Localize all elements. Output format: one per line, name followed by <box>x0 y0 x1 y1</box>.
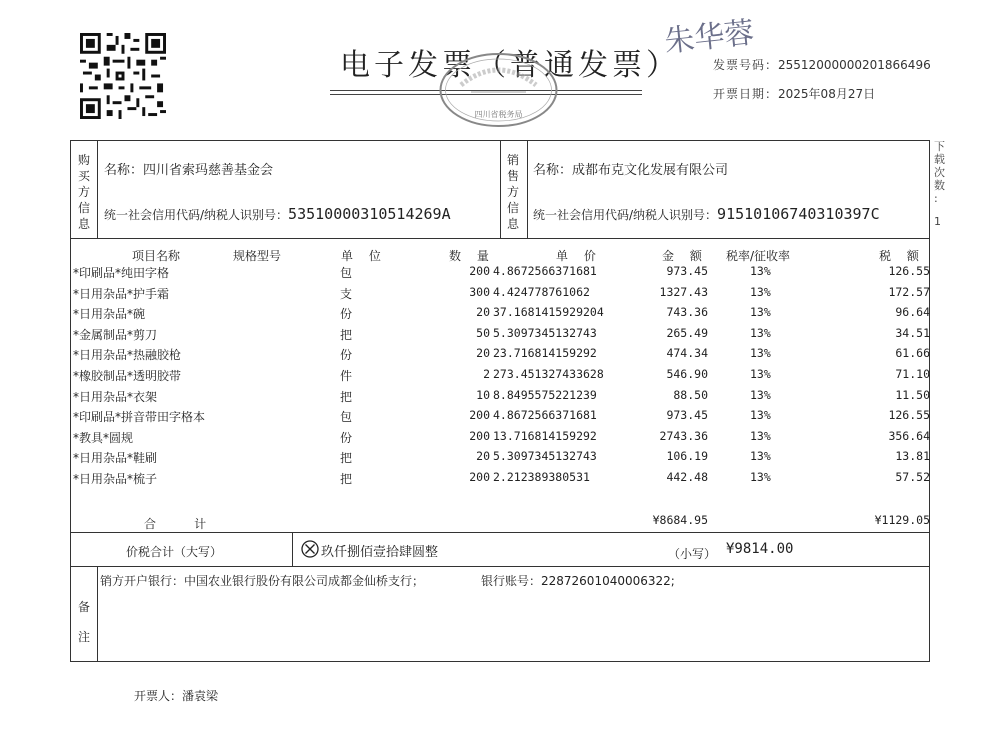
issuer-label: 开票人： <box>134 689 183 703</box>
item-name: *印刷品*拼音带田字格本 <box>73 410 206 425</box>
item-amount: 265.49 <box>666 325 708 340</box>
issuer-row <box>134 687 218 704</box>
item-rate: 13% <box>750 387 771 402</box>
item-qty: 20 <box>476 305 490 320</box>
item-amount: 2743.36 <box>659 428 708 443</box>
remarks-bank: 销方开户银行：中国农业银行股份有限公司成都金仙桥支行； <box>100 574 425 588</box>
grand-total-label: 价税合计（大写） <box>126 545 223 559</box>
buyer-taxid-label: 统一社会信用代码/纳税人识别号： <box>104 208 289 222</box>
item-amount: 1327.43 <box>659 284 708 299</box>
label-char: 方 <box>77 185 90 199</box>
item-tax: 13.81 <box>895 449 930 464</box>
invoice-date: 2025年08月27日 <box>778 87 876 101</box>
item-qty: 50 <box>476 325 490 340</box>
item-tax: 126.55 <box>888 408 930 423</box>
grand-total-capital: 玖仟捌佰壹拾肆圆整 <box>321 545 439 560</box>
seller-name: 成都布克文化发展有限公司 <box>572 163 729 178</box>
cross-circle-icon <box>301 540 319 558</box>
label-char: 买 <box>77 169 90 183</box>
item-qty: 200 <box>469 264 490 278</box>
item-name: *日用杂品*热融胶枪 <box>73 348 182 363</box>
item-rate: 13% <box>750 284 771 299</box>
remarks-label <box>77 592 91 652</box>
item-unit: 包 <box>340 410 353 425</box>
item-tax: 96.64 <box>895 305 930 320</box>
item-price: 5.3097345132743 <box>493 325 597 340</box>
total-amount: ¥8684.95 <box>652 513 708 527</box>
side-note-char: 下 <box>934 140 945 153</box>
item-amount: 973.45 <box>666 408 708 423</box>
seal-text: 四川省税务局 <box>474 110 523 119</box>
item-name: *教具*圆规 <box>73 430 134 445</box>
handwritten-signature: 朱华蓉 <box>662 15 756 60</box>
party-divider <box>70 238 930 239</box>
item-name: *日用杂品*护手霜 <box>73 286 170 301</box>
side-note-char: 数 <box>934 179 945 192</box>
item-price: 23.716814159292 <box>493 346 597 361</box>
tax-seal <box>436 50 561 130</box>
seller-name-row <box>533 159 728 178</box>
issuer-name: 潘袁梁 <box>182 689 219 703</box>
buyer-label-divider <box>97 140 98 238</box>
side-note-char: 1 <box>934 215 941 228</box>
item-unit: 支 <box>340 286 353 301</box>
download-count-note <box>934 140 946 228</box>
seller-taxid-row <box>533 205 880 223</box>
invoice-date-label: 开票日期： <box>713 87 779 101</box>
label-char: 备 <box>77 600 90 614</box>
item-name: *日用杂品*衣架 <box>73 389 158 404</box>
item-unit: 份 <box>340 348 353 363</box>
item-price: 5.3097345132743 <box>493 449 597 464</box>
invoice-number: 25512000000201866496 <box>778 58 931 72</box>
label-char: 息 <box>506 217 519 231</box>
item-qty: 200 <box>469 408 490 423</box>
item-unit: 份 <box>340 307 353 322</box>
invoice-number-label: 发票号码： <box>713 58 779 72</box>
item-rate: 13% <box>750 408 771 423</box>
grand-total-top-line <box>70 532 930 533</box>
item-qty: 300 <box>469 284 490 299</box>
side-note-char: 次 <box>934 166 945 179</box>
side-note-char: 载 <box>934 153 945 166</box>
label-char: 售 <box>506 169 519 183</box>
buyer-name: 四川省索玛慈善基金会 <box>143 163 274 178</box>
item-name: *橡胶制品*透明胶带 <box>73 369 182 383</box>
item-tax: 356.64 <box>888 428 930 443</box>
item-name: *日用杂品*鞋刷 <box>73 451 158 466</box>
item-name: *日用杂品*碗 <box>73 307 146 322</box>
seller-taxid: 91510106740310397C <box>717 205 880 223</box>
item-rate: 13% <box>750 346 771 361</box>
header-tax: 税 额 <box>879 249 925 263</box>
item-qty: 20 <box>476 346 490 361</box>
item-price: 4.8672566371681 <box>493 264 597 278</box>
item-price: 4.8672566371681 <box>493 408 597 423</box>
item-amount: 973.45 <box>666 264 708 278</box>
label-char: 购 <box>77 153 90 167</box>
label-char: 注 <box>77 630 90 644</box>
item-price: 8.8495575221239 <box>493 387 597 402</box>
item-tax: 172.57 <box>888 284 930 299</box>
label-char: 方 <box>506 185 519 199</box>
item-unit: 包 <box>340 266 353 280</box>
invoice-date-row <box>713 85 875 102</box>
invoice-title: 电子发票（普通发票） <box>340 48 680 83</box>
item-tax: 34.51 <box>895 325 930 340</box>
seller-taxid-label: 统一社会信用代码/纳税人识别号： <box>533 208 718 222</box>
item-amount: 474.34 <box>666 346 708 361</box>
header-spec: 规格型号 <box>233 249 282 263</box>
item-unit: 把 <box>340 389 353 404</box>
item-unit: 把 <box>340 472 353 486</box>
buyer-taxid: 53510000310514269A <box>288 205 451 223</box>
header-price: 单 价 <box>556 249 602 263</box>
item-tax: 57.52 <box>895 470 930 484</box>
side-note-char: : <box>934 192 938 205</box>
item-qty: 200 <box>469 470 490 484</box>
item-amount: 106.19 <box>666 449 708 464</box>
grand-total-divider <box>292 532 293 566</box>
item-unit: 把 <box>340 327 353 342</box>
item-qty: 2 <box>483 367 490 381</box>
header-qty: 数 量 <box>449 249 495 263</box>
item-qty: 10 <box>476 387 490 402</box>
item-unit: 件 <box>340 369 353 383</box>
item-rate: 13% <box>750 305 771 320</box>
item-amount: 442.48 <box>666 470 708 484</box>
item-name: *金属制品*剪刀 <box>73 327 158 342</box>
item-qty: 200 <box>469 428 490 443</box>
seller-name-label: 名称： <box>533 163 573 178</box>
buyer-name-row <box>104 159 273 178</box>
item-unit: 把 <box>340 451 353 466</box>
item-amount: 743.36 <box>666 305 708 320</box>
item-tax: 126.55 <box>888 264 930 278</box>
label-char: 信 <box>506 201 519 215</box>
item-price: 2.212389380531 <box>493 470 590 484</box>
item-price: 273.451327433628 <box>493 367 604 381</box>
qr-code <box>80 33 166 119</box>
item-rate: 13% <box>750 428 771 443</box>
item-rate: 13% <box>750 264 771 278</box>
item-rate: 13% <box>750 325 771 340</box>
item-rate: 13% <box>750 470 771 484</box>
header-tax-rate: 税率/征收率 <box>726 249 791 263</box>
item-tax: 71.10 <box>895 367 930 381</box>
header-unit: 单 位 <box>341 249 387 263</box>
grand-total-small: ¥9814.00 <box>726 541 794 557</box>
label-char: 息 <box>77 217 90 231</box>
invoice-number-row <box>713 56 931 73</box>
item-price: 37.1681415929204 <box>493 305 604 320</box>
item-qty: 20 <box>476 449 490 464</box>
item-unit: 份 <box>340 430 353 445</box>
header-item-name: 项目名称 <box>132 249 181 263</box>
grand-total-bottom-line <box>70 566 930 567</box>
total-tax: ¥1129.05 <box>874 513 930 527</box>
label-char: 信 <box>77 201 90 215</box>
label-char: 销 <box>506 153 519 167</box>
buyer-name-label: 名称： <box>104 163 144 178</box>
item-price: 4.424778761062 <box>493 284 590 299</box>
item-amount: 88.50 <box>673 387 708 402</box>
party-middle-divider <box>500 140 501 238</box>
total-label: 合 计 <box>144 517 207 531</box>
buyer-taxid-row <box>104 205 451 223</box>
seller-label-divider <box>527 140 528 238</box>
remarks-account: 银行账号：22872601040006322; <box>481 574 675 588</box>
grand-total-small-label: （小写） <box>668 547 717 561</box>
item-tax: 11.50 <box>895 387 930 402</box>
item-rate: 13% <box>750 367 771 381</box>
item-price: 13.716814159292 <box>493 428 597 443</box>
remarks-divider <box>97 566 98 662</box>
seller-section-label <box>506 152 520 232</box>
item-name: *印刷品*纯田字格 <box>73 266 170 280</box>
item-tax: 61.66 <box>895 346 930 361</box>
buyer-section-label <box>77 152 91 232</box>
item-amount: 546.90 <box>666 367 708 381</box>
header-amount: 金 额 <box>662 249 708 263</box>
item-name: *日用杂品*梳子 <box>73 472 158 486</box>
item-rate: 13% <box>750 449 771 464</box>
